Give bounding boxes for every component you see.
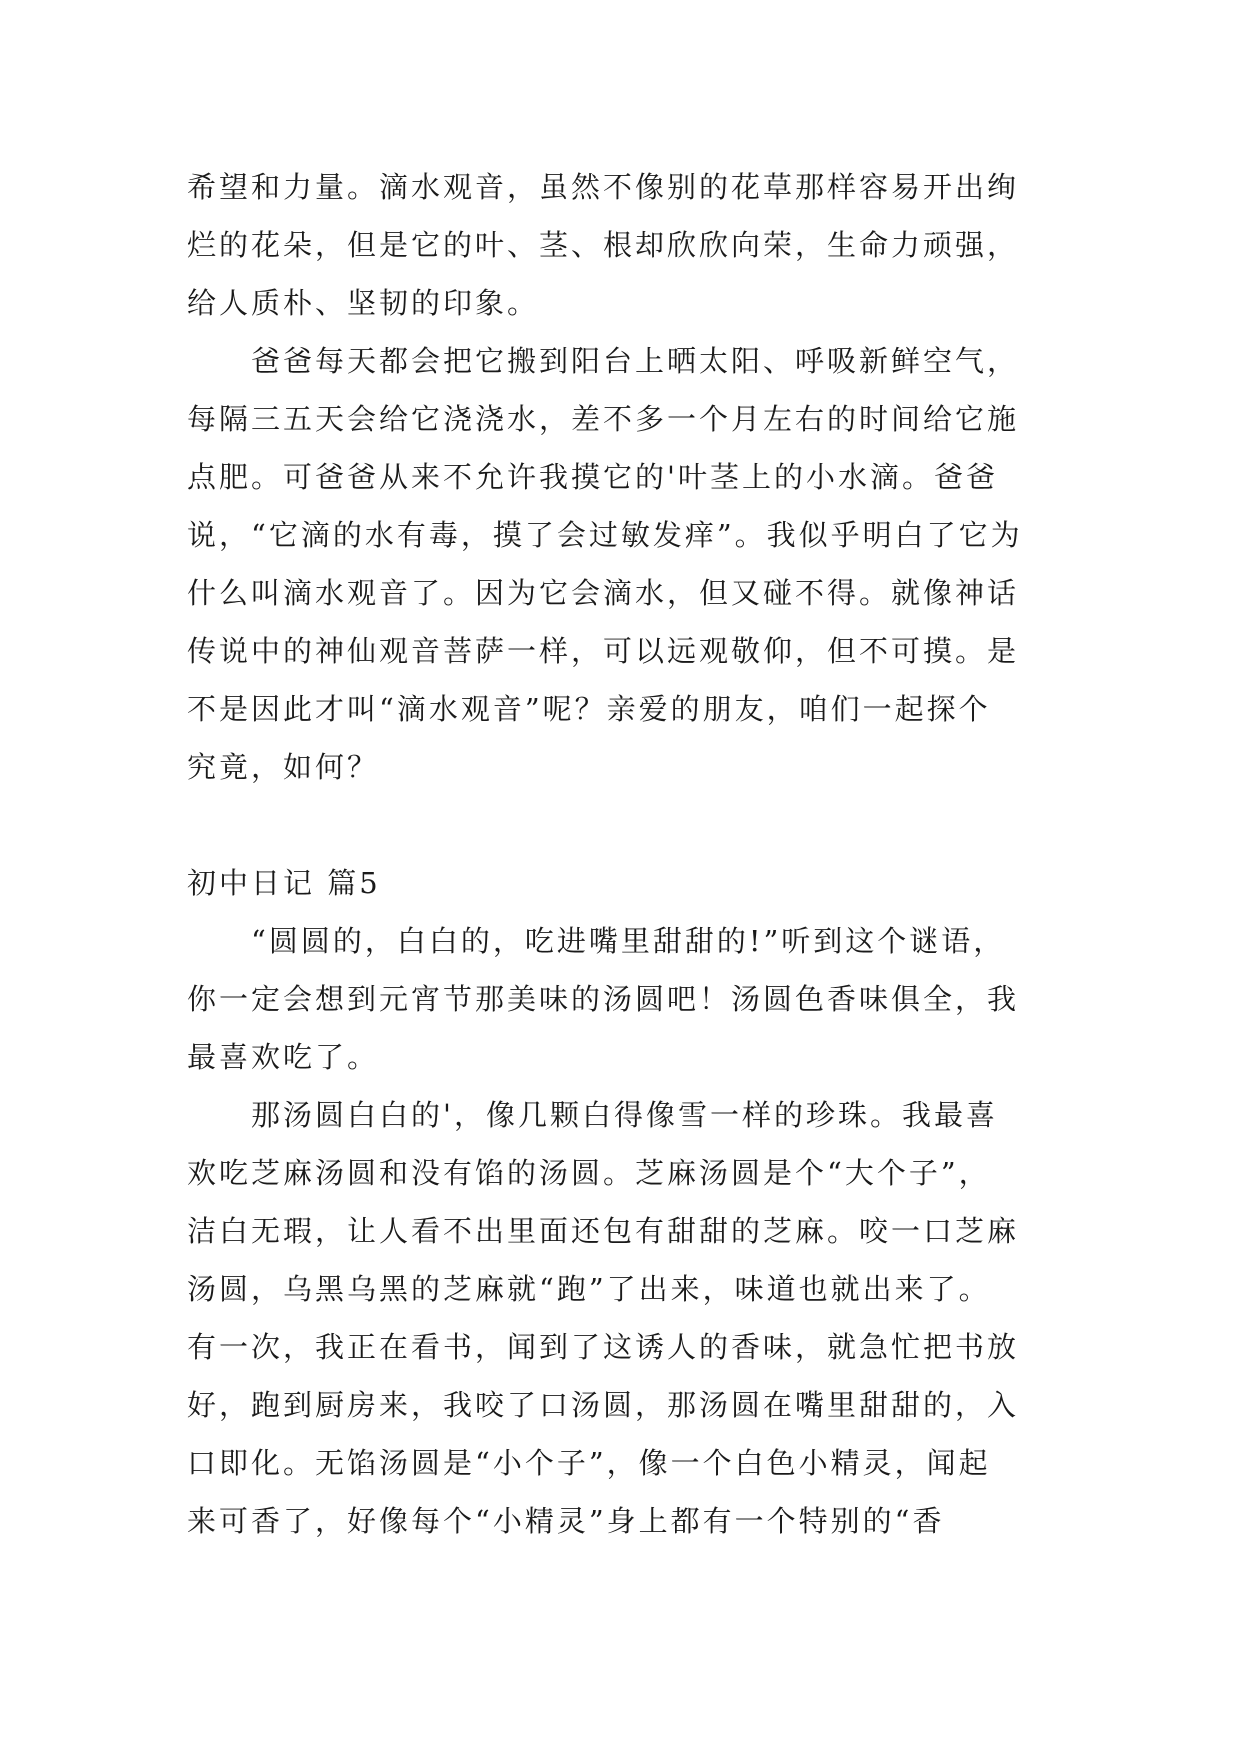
document-page (187, 158, 1067, 1550)
text-line: 给人质朴、坚韧的印象。 (187, 286, 540, 320)
paragraph (187, 158, 1067, 332)
text-line: 洁白无瑕，让人看不出里面还包有甜甜的芝麻。咬一口芝麻 (187, 1214, 1020, 1248)
text-line: 究竟，如何？ (187, 750, 380, 784)
text-line: 点肥。可爸爸从来不允许我摸它的'叶茎上的小水滴。爸爸 (187, 460, 998, 494)
text-line: “圆圆的，白白的，吃进嘴里甜甜的!”听到这个谜语， (251, 924, 1006, 958)
paragraph (187, 1086, 1067, 1550)
text-line: 来可香了，好像每个“小精灵”身上都有一个特别的“香 (187, 1504, 945, 1538)
section-title: 初中日记 篇5 (187, 866, 381, 900)
text-line: 爸爸每天都会把它搬到阳台上晒太阳、呼吸新鲜空气， (251, 344, 1020, 378)
text-line: 好，跑到厨房来，我咬了口汤圆，那汤圆在嘴里甜甜的，入 (187, 1388, 1020, 1422)
text-line: 说，“它滴的水有毒，摸了会过敏发痒”。我似乎明白了它为 (187, 518, 1023, 552)
text-line: 汤圆，乌黑乌黑的芝麻就“跑”了出来，味道也就出来了。 (187, 1272, 991, 1306)
text-line: 那汤圆白白的'，像几颗白得像雪一样的珍珠。我最喜 (251, 1098, 998, 1132)
text-line: 你一定会想到元宵节那美味的汤圆吧！汤圆色香味俱全，我 (187, 982, 1020, 1016)
text-line: 希望和力量。滴水观音，虽然不像别的花草那样容易开出绚 (187, 170, 1020, 204)
text-line: 最喜欢吃了。 (187, 1040, 380, 1074)
text-line: 欢吃芝麻汤圆和没有馅的汤圆。芝麻汤圆是个“大个子”， (187, 1156, 991, 1190)
paragraph (187, 912, 1067, 1086)
paragraph (187, 332, 1067, 796)
text-line: 烂的花朵，但是它的叶、茎、根却欣欣向荣，生命力顽强， (187, 228, 1020, 262)
text-line: 不是因此才叫“滴水观音”呢？亲爱的朋友，咱们一起探个 (187, 692, 991, 726)
text-line: 有一次，我正在看书，闻到了这诱人的香味，就急忙把书放 (187, 1330, 1020, 1364)
text-line: 传说中的神仙观音菩萨一样，可以远观敬仰，但不可摸。是 (187, 634, 1020, 668)
text-line: 每隔三五天会给它浇浇水，差不多一个月左右的时间给它施 (187, 402, 1020, 436)
text-line: 什么叫滴水观音了。因为它会滴水，但又碰不得。就像神话 (187, 576, 1020, 610)
text-line: 口即化。无馅汤圆是“小个子”，像一个白色小精灵，闻起 (187, 1446, 991, 1480)
